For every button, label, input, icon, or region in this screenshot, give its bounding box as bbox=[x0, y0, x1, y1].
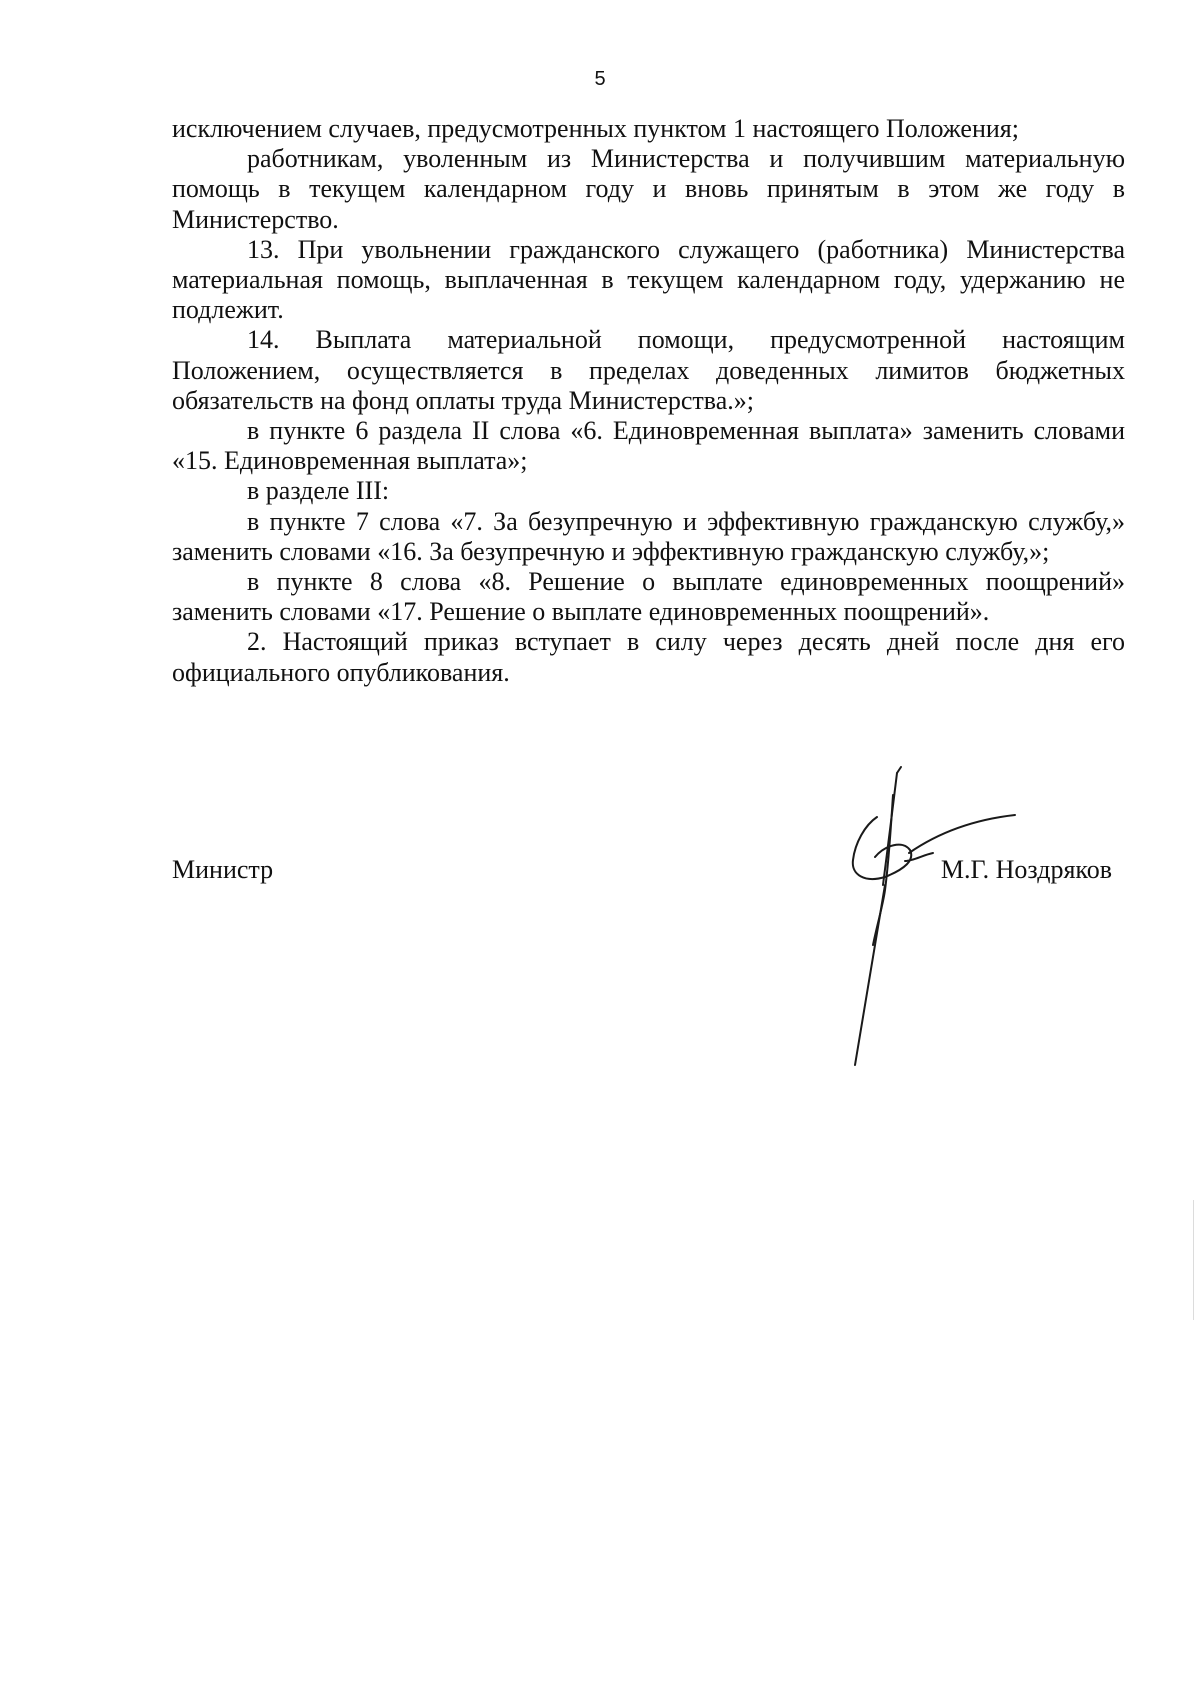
page-number: 5 bbox=[594, 68, 606, 90]
document-body bbox=[172, 114, 1125, 688]
signatory-name: М.Г. Ноздряков bbox=[940, 855, 1112, 884]
signatory-title: Министр bbox=[172, 855, 274, 884]
paragraph-item-14: 14. Выплата материальной помощи, предусмотренной настоящим Положением, осуществляется в пределах доведенных лимитов бюджетных обязательств на фонд оплаты труда Министерства.»; bbox=[172, 325, 1125, 415]
paragraph-section-3-heading: в разделе III: bbox=[247, 476, 390, 506]
paragraph-section-2-point-6: в пункте 6 раздела II слова «6. Единовременная выплата» заменить словами «15. Единовременная выплата»; bbox=[172, 416, 1125, 476]
handwritten-signature-icon bbox=[805, 765, 1045, 1075]
scan-edge-mark bbox=[1193, 1200, 1194, 1320]
paragraph-order-effective-date: 2. Настоящий приказ вступает в силу через десять дней после дня его официального опубликования. bbox=[172, 627, 1125, 687]
paragraph-exception-continuation: исключением случаев, предусмотренных пунктом 1 настоящего Положения; bbox=[172, 114, 1019, 143]
paragraph-rehired-workers: работникам, уволенным из Министерства и получившим материальную помощь в текущем календарном году и вновь принятым в этом же году в Министерство. bbox=[172, 144, 1125, 234]
paragraph-section-3-point-7: в пункте 7 слова «7. За безупречную и эффективную гражданскую службу,» заменить словами «16. За безупречную и эффективную гражданскую службу,»; bbox=[172, 506, 1125, 566]
paragraph-item-13: 13. При увольнении гражданского служащего (работника) Министерства материальная помощь, выплаченная в текущем календарном году, удержанию не подлежит. bbox=[172, 234, 1125, 325]
paragraph-section-3-point-8: в пункте 8 слова «8. Решение о выплате единовременных поощрений» заменить словами «17. Решение о выплате единовременных поощрений». bbox=[172, 567, 1125, 627]
